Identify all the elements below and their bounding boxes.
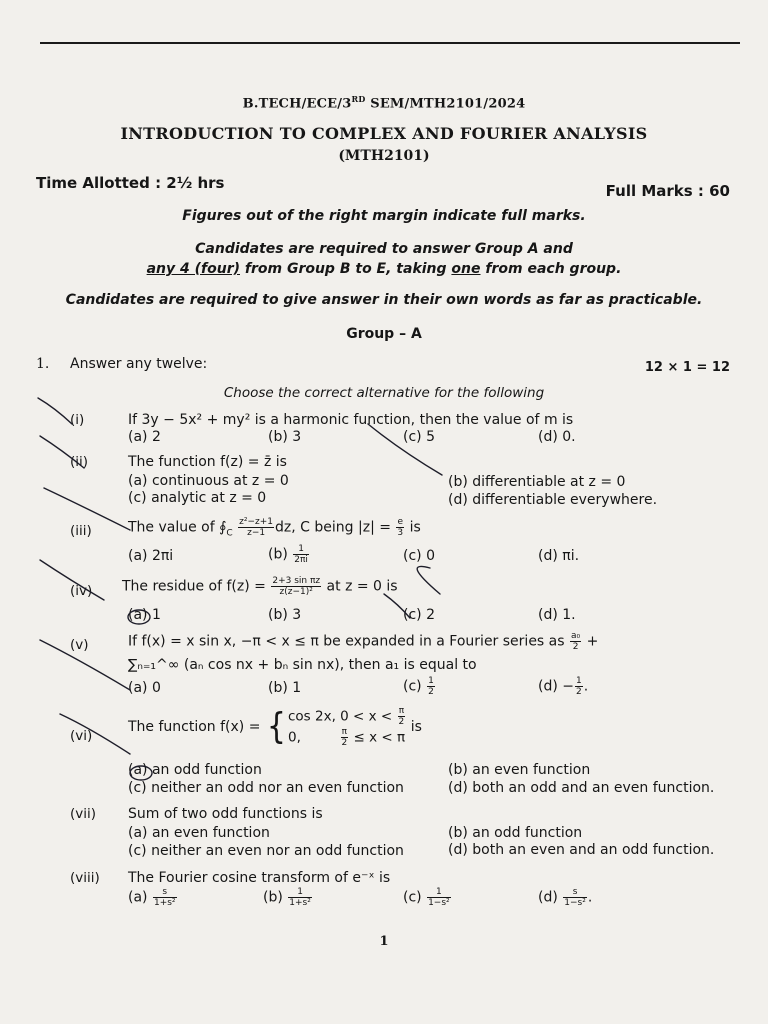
- choose-instruction: Choose the correct alternative for the following: [223, 385, 545, 401]
- question-iii-option-d: (d) πi.: [538, 548, 580, 564]
- question-iii-option-c: (c) 0: [403, 548, 435, 564]
- question-i-option-b: (b) 3: [268, 429, 302, 445]
- question-vii-option-a: (a) an even function: [128, 825, 270, 841]
- question-vii-option-c: (c) neither an even nor an odd function: [128, 843, 404, 859]
- subject-code: (MTH2101): [338, 148, 430, 164]
- question-ii-option-b: (b) differentiable at z = 0: [448, 474, 626, 490]
- question-i-text: If 3y − 5x² + my² is a harmonic function, then the value of m is: [128, 412, 574, 428]
- question-text: Answer any twelve:: [70, 356, 208, 372]
- question-i-option-d: (d) 0.: [538, 429, 576, 445]
- question-v-option-c: (c) $\frac{1}{2}$: [403, 676, 434, 697]
- question-iii-radius: $\frac{e}{3}$: [397, 517, 404, 538]
- question-ii-number: (ii): [70, 454, 89, 470]
- paper-title: INTRODUCTION TO COMPLEX AND FOURIER ANALYSIS: [120, 124, 648, 143]
- question-iv-text: The residue of f(z) = $\frac{\text{2+3 sin πz}}{\text{z(z−1)²}}$ at z = 0 is: [122, 576, 398, 597]
- pen-mark-i: [38, 398, 72, 424]
- question-v-text-line-2: ∑ₙ₌₁^∞ (aₙ cos nx + bₙ sin nx), then a₁ is equal to: [128, 657, 477, 673]
- question-viii-option-c: (c) $\frac{1}{\text{1−s²}}$: [403, 887, 450, 908]
- question-iv-number: (iv): [70, 583, 93, 599]
- question-viii-option-b: (b) $\frac{1}{\text{1+s²}}$: [263, 887, 311, 908]
- question-v-text-line-1: If f(x) = x sin x, −π < x ≤ π be expanded in a Fourier series as $\frac{\text{a₀}}{2}$ +: [128, 631, 599, 652]
- question-v-option-a: (a) 0: [128, 680, 161, 696]
- top-border-line: [40, 42, 740, 44]
- question-vi-option-b: (b) an even function: [448, 762, 591, 778]
- question-iii-option-a: (a) 2πi: [128, 548, 174, 564]
- exam-code: B.TECH/ECE/3RD SEM/MTH2101/2024: [242, 94, 526, 112]
- question-vi-number: (vi): [70, 728, 93, 744]
- question-vi-text: The function f(x) = { cos 2x, 0 < x < $\frac{\pi}{2}$ 0, $\frac{\pi}{2}$ ≤ x < π is: [128, 705, 422, 748]
- question-ii-option-d: (d) differentiable everywhere.: [448, 492, 658, 508]
- question-iii-integrand: $\frac{\text{z²−z+1}}{z-1}$: [239, 517, 274, 538]
- question-vii-option-d: (d) both an even and an odd function.: [448, 842, 715, 858]
- question-vii-option-b: (b) an odd function: [448, 825, 583, 841]
- question-vi-option-c: (c) neither an odd nor an even function: [128, 780, 404, 796]
- question-viii-option-a: (a) $\frac{s}{\text{1+s²}}$: [128, 887, 176, 908]
- question-viii-number: (viii): [70, 870, 100, 886]
- instruction-line-4: Candidates are required to give answer in their own words as far as practicable.: [65, 292, 703, 308]
- question-v-option-b: (b) 1: [268, 680, 302, 696]
- question-i-option-a: (a) 2: [128, 429, 161, 445]
- question-i-number: (i): [70, 412, 85, 428]
- question-marks: 12 × 1 = 12: [644, 360, 730, 375]
- group-title: Group – A: [346, 326, 422, 342]
- question-vi-option-a: (a) an odd function: [128, 762, 262, 778]
- question-v-option-d: (d) − $\frac{1}{2}$ .: [538, 676, 589, 697]
- question-v-number: (v): [70, 637, 89, 653]
- question-viii-text: The Fourier cosine transform of e⁻ˣ is: [128, 870, 391, 886]
- instruction-line-2: Candidates are required to answer Group A and: [195, 241, 573, 257]
- question-iv-option-b: (b) 3: [268, 607, 302, 623]
- page-number: 1: [379, 934, 389, 949]
- pen-mark-iii-c: [417, 566, 440, 594]
- full-marks: Full Marks : 60: [605, 182, 730, 200]
- instruction-line-3: any 4 (four) from Group B to E, taking one from each group.: [146, 261, 622, 277]
- question-number: 1.: [36, 356, 50, 372]
- question-i-option-c: (c) 5: [403, 429, 435, 445]
- question-vii-number: (vii): [70, 806, 97, 822]
- question-iii-number: (iii): [70, 523, 92, 539]
- question-iii-option-b: (b) $\frac{1}{2\pi i}$: [268, 544, 308, 565]
- question-iv-option-d: (d) 1.: [538, 607, 576, 623]
- question-ii-text: The function f(z) = z̄ is: [128, 454, 287, 470]
- instruction-line-1: Figures out of the right margin indicate full marks.: [182, 208, 586, 224]
- time-allotted: Time Allotted : 2½ hrs: [36, 174, 225, 192]
- question-iv-option-a: (a) 1: [128, 607, 161, 623]
- question-vii-text: Sum of two odd functions is: [128, 806, 323, 822]
- question-ii-option-c: (c) analytic at z = 0: [128, 490, 267, 506]
- question-vi-piecewise: cos 2x, 0 < x < $\frac{\pi}{2}$ 0, $\frac{\pi}{2}$ ≤ x < π: [288, 706, 406, 748]
- question-iv-option-c: (c) 2: [403, 607, 435, 623]
- question-vi-option-d: (d) both an odd and an even function.: [448, 780, 715, 796]
- question-viii-option-d: (d) $\frac{s}{\text{1−s²}}$ .: [538, 887, 593, 908]
- question-ii-option-a: (a) continuous at z = 0: [128, 473, 289, 489]
- question-iii-text: The value of $∮_C$ $\frac{\text{z²−z+1}}{z-1}$ dz, C being |z| = $\frac{e}{3}$ is: [128, 517, 421, 539]
- question-iv-function: $\frac{\text{2+3 sin πz}}{\text{z(z−1)²}}$: [272, 576, 321, 597]
